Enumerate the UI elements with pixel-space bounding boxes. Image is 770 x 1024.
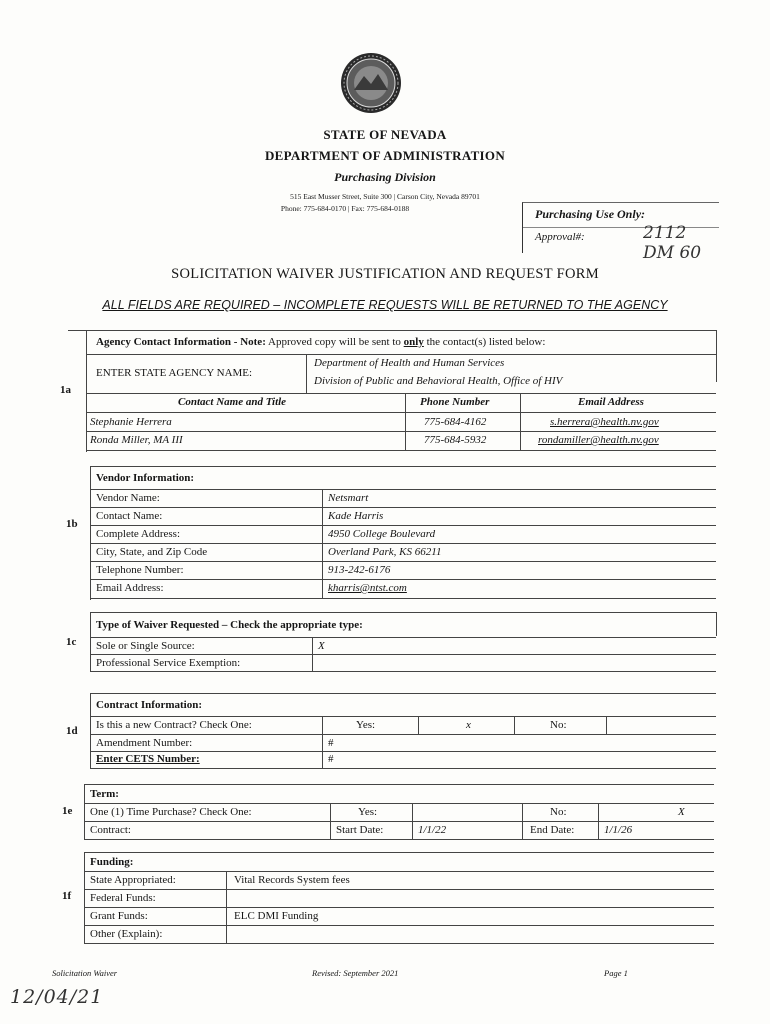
vendor-name-label: Vendor Name: [96,492,160,504]
section-id: 1d [66,725,78,737]
waiver-type-heading: Type of Waiver Requested – Check the appropriate type: [96,619,363,631]
vendor-phone-value: 913-242-6176 [328,564,391,576]
contact-name-1: Stephanie Herrera [90,416,172,428]
contact-phone-1: 775-684-4162 [424,416,487,428]
sole-source-check[interactable]: X [318,640,325,652]
new-contract-no-label: No: [550,719,567,731]
handwritten-initials-date: 12/04/21 [10,986,104,1008]
vendor-email-label: Email Address: [96,582,164,594]
one-time-no-label: No: [550,806,567,818]
end-date-label: End Date: [530,824,575,836]
vendor-phone-label: Telephone Number: [96,564,184,576]
professional-service-label: Professional Service Exemption: [96,657,241,669]
col-phone: Phone Number [420,396,490,408]
approval-number: 2112 DM 60 [643,223,702,263]
contact-name-2: Ronda Miller, MA III [90,434,183,446]
sole-source-label: Sole or Single Source: [96,640,195,652]
header-division: Purchasing Division [334,170,436,184]
end-date-value[interactable]: 1/1/26 [604,824,633,836]
form-title: SOLICITATION WAIVER JUSTIFICATION AND REQUEST FORM [171,266,599,282]
funding-heading: Funding: [90,856,134,868]
vendor-address-value: 4950 College Boulevard [328,528,436,540]
grant-funds-value[interactable]: ELC DMI Funding [234,910,319,922]
agency-name-line2: Division of Public and Behavioral Health, Office of HIV [314,375,563,387]
footer-form-name: Solicitation Waiver [52,968,118,978]
grant-funds-label: Grant Funds: [90,910,148,922]
amendment-number-value[interactable]: # [328,737,334,749]
footer-revised: Revised: September 2021 [312,968,399,978]
purchasing-use-label: Purchasing Use Only: [535,207,646,221]
other-funds-label: Other (Explain): [90,928,163,940]
section-id: 1b [66,518,78,530]
header-state: STATE OF NEVADA [323,127,447,142]
cets-number-label: Enter CETS Number: [96,753,200,765]
start-date-value[interactable]: 1/1/22 [418,824,447,836]
header-address: 515 East Musser Street, Suite 300 | Carson City, Nevada 89701 [290,192,480,201]
approval-label: Approval#: [535,231,585,243]
contact-phone-2: 775-684-5932 [424,434,487,446]
cets-number-value[interactable]: # [328,753,334,765]
amendment-number-label: Amendment Number: [96,737,193,749]
new-contract-yes-check[interactable]: x [466,719,471,731]
section-id: 1e [62,805,73,817]
vendor-contact-value: Kade Harris [328,510,384,522]
footer-page: Page 1 [604,968,628,978]
section-id: 1c [66,636,77,648]
vendor-contact-label: Contact Name: [96,510,163,522]
state-seal-logo [340,52,402,114]
vendor-email-value[interactable]: kharris@ntst.com [328,582,407,594]
start-date-label: Start Date: [336,824,384,836]
vendor-heading: Vendor Information: [96,472,195,484]
one-time-yes-label: Yes: [358,806,378,818]
col-contact-name: Contact Name and Title [178,396,287,408]
purchasing-use-box [522,202,719,263]
vendor-city-value: Overland Park, KS 66211 [328,546,442,558]
section-id: 1f [62,890,72,902]
state-appropriated-value[interactable]: Vital Records System fees [234,874,350,886]
new-contract-label: Is this a new Contract? Check One: [96,719,252,731]
col-email: Email Address [578,396,644,408]
form-warning: ALL FIELDS ARE REQUIRED – INCOMPLETE REQUESTS WILL BE RETURNED TO THE AGENCY [102,298,668,312]
contact-email-2[interactable]: rondamiller@health.nv.gov [538,434,659,446]
contract-info-heading: Contract Information: [96,699,203,711]
one-time-no-check[interactable]: X [678,806,685,818]
state-appropriated-label: State Appropriated: [90,874,176,886]
new-contract-yes-label: Yes: [356,719,376,731]
federal-funds-label: Federal Funds: [90,892,156,904]
agency-contact-heading: Agency Contact Information - Note: Approved copy will be sent to only the contact(s) listed below: [96,336,546,348]
agency-name-line1: Department of Health and Human Services [314,357,505,369]
one-time-purchase-label: One (1) Time Purchase? Check One: [90,806,252,818]
header-phone-fax: Phone: 775-684-0170 | Fax: 775-684-0188 [280,204,410,213]
agency-name-label: ENTER STATE AGENCY NAME: [96,367,253,379]
vendor-city-label: City, State, and Zip Code [96,546,208,558]
header-department: DEPARTMENT OF ADMINISTRATION [264,148,506,163]
section-id: 1a [60,384,71,396]
term-heading: Term: [90,788,119,800]
vendor-address-label: Complete Address: [96,528,181,540]
vendor-name-value: Netsmart [328,492,369,504]
contact-email-1[interactable]: s.herrera@health.nv.gov [550,416,659,428]
contract-term-label: Contract: [90,824,131,836]
